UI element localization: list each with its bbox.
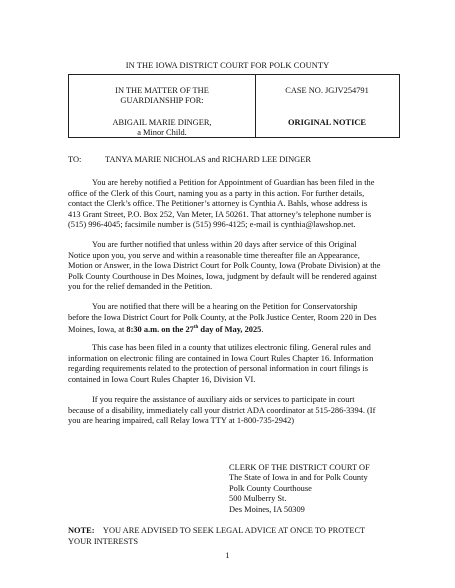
paragraph-line: you for the relief demanded in the Petition. [68,282,213,291]
clerk-line: CLERK OF THE DISTRICT COURT OF [229,463,370,472]
addressee-line [68,155,311,164]
paragraph-default-warning [68,240,398,293]
paragraph-ada [68,395,398,427]
legal-advice-note [68,526,408,547]
paragraph-line: You are notified that there will be a hearing on the Petition for Conservatorship [92,302,358,311]
note-line-1 [68,526,408,537]
addressee-names: TANYA MARIE NICHOLAS and RICHARD LEE DINGER [105,155,311,164]
case-number: CASE NO. JGJV254791 [285,86,369,95]
hearing-date: day of May, 2025 [198,324,262,334]
court-title: IN THE IOWA DISTRICT COURT FOR POLK COUNTY [125,61,330,70]
note-text: YOU ARE ADVISED TO SEEK LEGAL ADVICE AT ONCE TO PROTECT [102,526,366,535]
paragraph-line: regarding requirements related to the protection of personal information in court filings is [68,364,369,373]
paragraph-line: contact the Clerk’s office. The Petitioner’s attorney is Cynthia A. Bahls, whose address is [68,199,368,208]
paragraph-line: because of a disability, immediately call your district ADA coordinator at 515-286-3394. (If [68,405,376,415]
paragraph-line: If you require the assistance of auxiliary aids or services to participate in court [92,395,355,404]
matter-line-1: IN THE MATTER OF THE [115,86,209,95]
matter-line-2: GUARDIANSHIP FOR: [120,96,204,105]
ordinal-suffix: th [193,325,199,330]
paragraph-hearing [68,302,398,335]
paragraph-line: 413 Grant Street, P.O. Box 252, Van Meter, IA 50261. That attorney’s telephone number is [68,209,372,219]
to-label: TO: [68,155,82,164]
minor-name: ABIGAIL MARIE DINGER, [112,118,212,127]
paragraph-line: information on electronic filing are contained in Iowa Court Rules Chapter 16. Information [68,353,374,363]
clerk-line: The State of Iowa in and for Polk County [229,473,368,483]
paragraph-line: contained in Iowa Court Rules Chapter 16, Division VI. [68,374,256,384]
paragraph-line: Notice upon you, you serve and within a reasonable time thereafter file an Appearance, [68,250,360,260]
page-number: 1 [225,551,230,560]
notice-title: ORIGINAL NOTICE [288,118,366,127]
hearing-datetime-line [68,323,398,335]
paragraph-line: you are hearing impaired, call Relay Iowa TTY at 1-800-735-2942) [68,416,295,425]
paragraph-line: Motion or Answer, in the Iowa District Court for Polk County, Iowa (Probate Division) at the [68,261,381,270]
minor-description: a Minor Child. [137,128,187,137]
case-caption-box [68,74,400,138]
hearing-suffix: . [261,324,264,334]
paragraph-line: (515) 996-4045; facsimile number is (515) 996-4125; e-mail is cynthia@lawshop.net. [68,220,356,229]
hearing-prefix: Moines, Iowa, at [68,324,127,334]
note-line-2: YOUR INTERESTS [68,536,139,546]
clerk-signature-block [229,463,370,515]
clerk-line: 500 Mulberry St. [229,494,287,504]
clerk-line: Des Moines, IA 50309 [229,504,305,514]
paragraph-line: You are further notified that unless within 20 days after service of this Original [92,240,357,249]
clerk-line: Polk County Courthouse [229,483,312,493]
paragraph-line: This case has been filed in a county that utilizes electronic filing. General rules and [92,343,371,352]
paragraph-line: office of the Clerk of this Court, naming you as a party in this action. For further details, [68,188,365,198]
paragraph-electronic-filing [68,343,398,385]
hearing-time: 8:30 a.m. on the 27 [126,324,194,334]
paragraph-line: You are hereby notified a Petition for Appointment of Guardian has been filed in the [92,178,375,187]
paragraph-petition [68,178,398,231]
paragraph-line: before the Iowa District Court for Polk County, at the Polk Justice Center, Room 220 in Des [68,312,377,322]
note-label: NOTE: [68,526,95,535]
paragraph-line: Polk County Courthouse in Des Moines, Iowa, judgment by default will be rendered against [68,271,377,281]
